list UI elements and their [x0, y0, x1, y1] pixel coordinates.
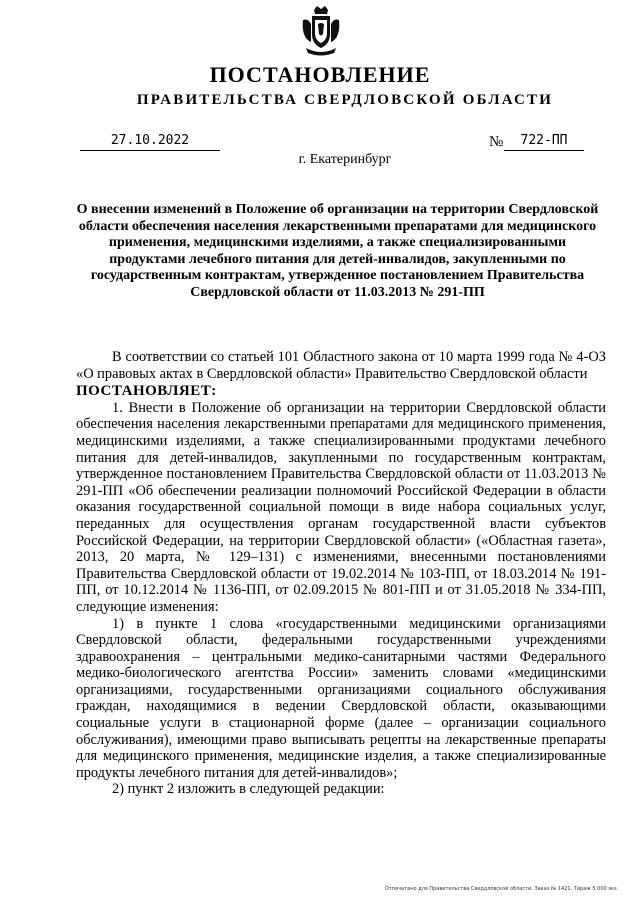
number-underline [504, 150, 584, 151]
document-body [76, 349, 606, 798]
city: г. Екатеринбург [298, 152, 392, 167]
intro-paragraph: В соответствии со статьей 101 Областного закона от 10 марта 1999 года № 4-ОЗ «О правовых актах в Свердловской области» Правительство Свердловской области [76, 349, 606, 382]
subitem-1-paragraph: 1) в пункте 1 слова «государственными медицинскими организациями Свердловской области, федеральными государственными учреждениями здравоохранения – центральными медико-санитарными частями Федерального медико-биологического агентства России» заменить словами «медицинскими организациями, государственными организациями социального обслуживания граждан, находящимися в ведении Свердловской области, оказывающими социальные услуги в стационарной форме (далее – организации социального обслуживания), имеющими право выписывать рецепты на лекарственные препараты для медицинского применения, медицинские изделия, а также специализированные продукты лечебного питания для детей-инвалидов»; [76, 615, 606, 781]
resolves-heading: ПОСТАНОВЛЯЕТ: [76, 383, 217, 400]
document-date: 27.10.2022 [110, 133, 190, 148]
document-type-title: ПОСТАНОВЛЕНИЕ [209, 62, 431, 87]
number-sign: № [489, 134, 504, 150]
issuer-title: ПРАВИТЕЛЬСТВА СВЕРДЛОВСКОЙ ОБЛАСТИ [136, 92, 554, 108]
item-1-paragraph: 1. Внести в Положение об организации на территории Свердловской области обеспечения населения лекарственными препаратами для медицинского применения, медицинскими изделиями, а также специализированными продуктами лечебного питания для детей-инвалидов, закупленными по государственным контрактам, утвержденное постановлением Правительства Свердловской области от 11.03.2013 № 291-ПП «Об обеспечении реализации полномочий Российской Федерации в области оказания государственной социальной помощи в виде набора социальных услуг, переданных для осуществления органам государственной власти субъектов Российской Федерации, на территории Свердловской области» («Областная газета», 2013, 20 марта, № 129–131) с изменениями, внесенными постановлениями Правительства Свердловской области от 19.02.2014 № 103-ПП, от 18.03.2014 № 191-ПП, от 10.12.2014 № 1136-ПП, от 02.09.2015 № 801-ПП и от 31.05.2018 № 334-ПП, следующие изменения: [76, 399, 606, 615]
document-number: 722-ПП [520, 133, 568, 148]
print-footer: Отпечатано для Правительства Свердловской области. Заказ № 1421. Тираж 5 000 экз. [385, 886, 619, 892]
date-underline [80, 150, 220, 151]
subitem-2-paragraph: 2) пункт 2 изложить в следующей редакции: [112, 781, 385, 798]
coat-of-arms-icon [300, 6, 342, 56]
document-heading: О внесении изменений в Положение об организации на территории Свердловской области обеспечения населения лекарственными препаратами для медицинского применения, медицинскими изделиями, а также специализированными продуктами лечебного питания для детей-инвалидов, закупленными по государственным контрактам, утвержденное постановлением Правительства Свердловской области от 11.03.2013 № 291-ПП [76, 202, 599, 300]
